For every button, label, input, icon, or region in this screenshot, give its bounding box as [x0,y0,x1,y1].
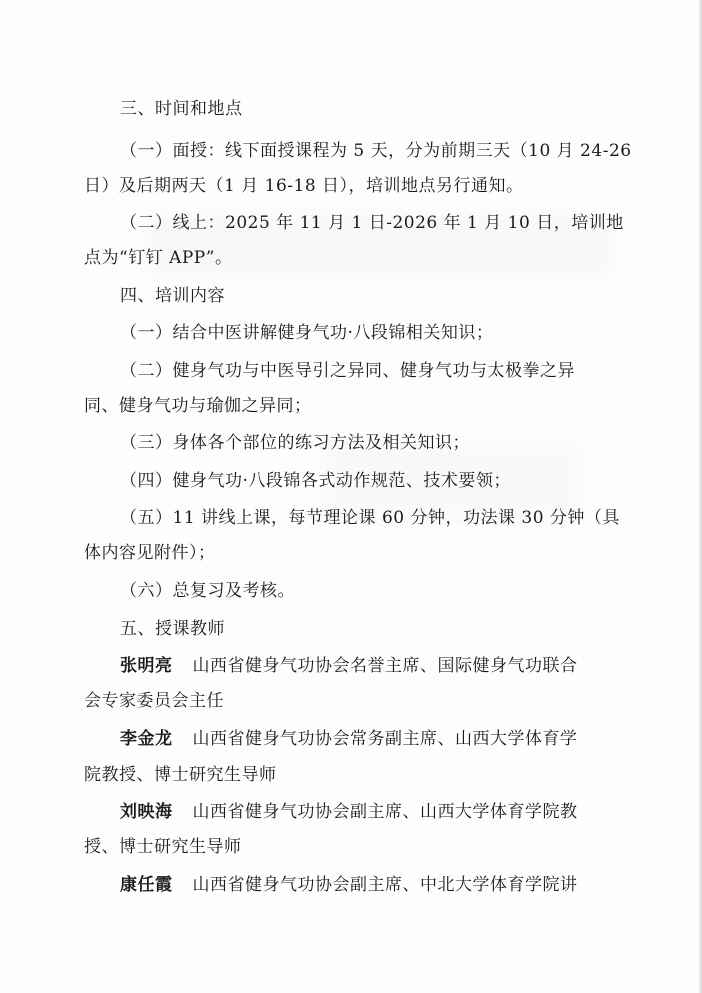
paragraph-line: 日）及后期两天（1 月 16-18 日），培训地点另行通知。 [84,176,524,196]
teacher-title-continued: 授、博士研究生导师 [84,837,242,857]
teacher-entry [120,801,578,823]
list-item-continued: 同、健身气功与瑜伽之异同； [84,396,312,416]
list-item: （六）总复习及考核。 [120,581,295,601]
teacher-title: 山西省健身气功协会名誉主席、国际健身气功联合 [192,656,578,676]
teacher-name: 张明亮 [120,656,173,676]
teacher-name: 康任霞 [120,875,173,895]
teacher-name: 李金龙 [120,729,173,749]
list-item-continued: 体内容见附件）； [84,543,216,563]
paragraph-line: （一）面授：线下面授课程为 5 天，分为前期三天（10 月 24-26 [120,141,632,161]
teacher-title: 山西省健身气功协会常务副主席、山西大学体育学 [192,729,578,749]
paragraph-line: 点为“钉钉 APP”。 [84,248,233,268]
list-item: （五）11 讲线上课，每节理论课 60 分钟，功法课 30 分钟（具 [120,508,620,528]
teacher-entry [120,655,578,677]
list-item: （四）健身气功·八段锦各式动作规范、技术要领； [120,471,511,491]
teacher-title-continued: 会专家委员会主任 [84,691,224,711]
section-heading-training-content: 四、培训内容 [120,286,225,306]
teacher-title-continued: 院教授、博士研究生导师 [84,765,277,785]
teacher-title: 山西省健身气功协会副主席、山西大学体育学院教 [192,802,578,822]
paragraph-line: （二）线上：2025 年 11 月 1 日-2026 年 1 月 10 日，培训地 [120,213,624,233]
list-item: （二）健身气功与中医导引之异同、健身气功与太极拳之异 [120,361,575,381]
teacher-title: 山西省健身气功协会副主席、中北大学体育学院讲 [192,875,578,895]
section-heading-time-place: 三、时间和地点 [120,99,243,119]
teacher-name: 刘映海 [120,802,173,822]
list-item: （三）身体各个部位的练习方法及相关知识； [120,433,470,453]
list-item: （一）结合中医讲解健身气功·八段锦相关知识； [120,323,494,343]
section-heading-teachers: 五、授课教师 [120,619,225,639]
teacher-entry [120,874,578,896]
teacher-entry [120,728,578,750]
